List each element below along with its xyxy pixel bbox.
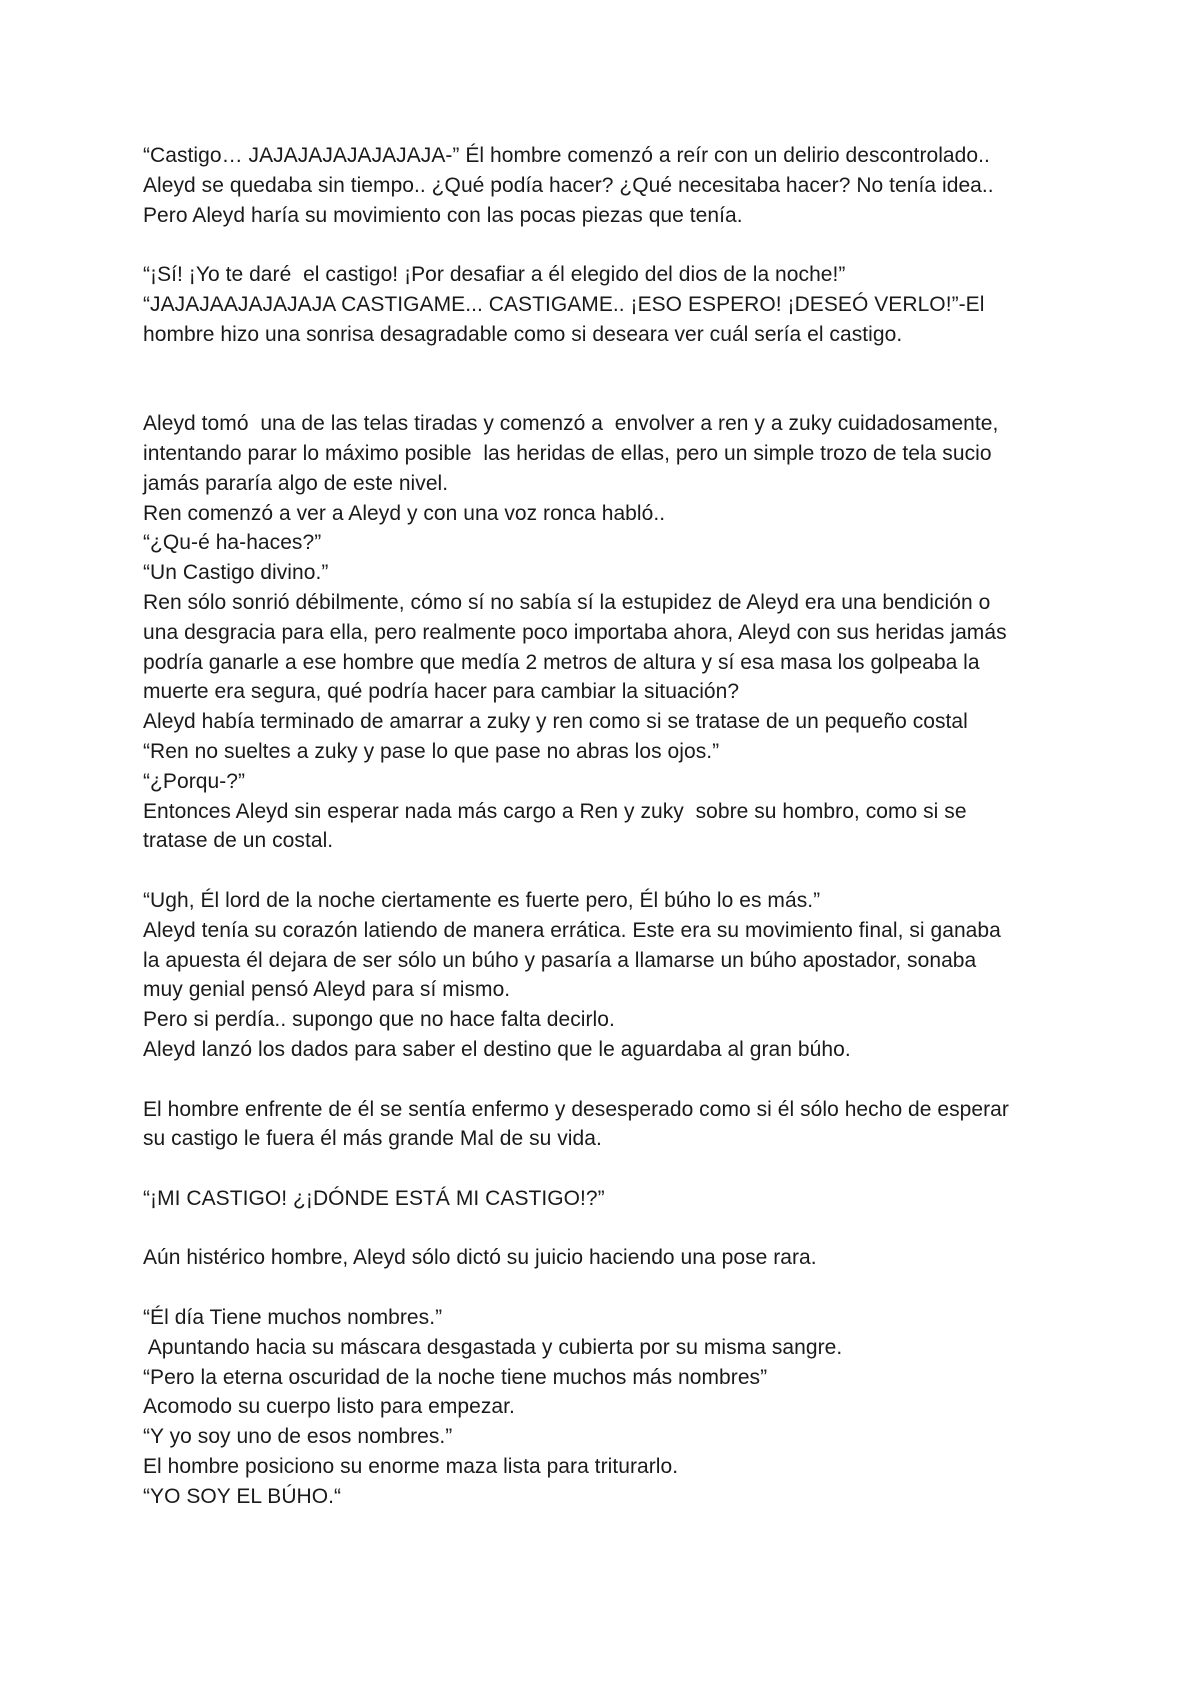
text-line: El hombre enfrente de él se sentía enfermo y desesperado como si él sólo hecho de esperar	[143, 1097, 1009, 1121]
text-line: Aleyd había terminado de amarrar a zuky y ren como si se tratase de un pequeño costal	[143, 710, 968, 734]
text-line: hombre hizo una sonrisa desagradable como si deseara ver cuál sería el castigo.	[143, 322, 903, 346]
text-line: Aún histérico hombre, Aleyd sólo dictó su juicio haciendo una pose rara.	[143, 1246, 817, 1270]
text-line: su castigo le fuera él más grande Mal de su vida.	[143, 1127, 602, 1151]
text-line: Pero Aleyd haría su movimiento con las pocas piezas que tenía.	[143, 203, 743, 227]
document-body	[143, 141, 1073, 1512]
text-line	[143, 1273, 1073, 1303]
text-line: “JAJAJAAJAJAJAJA CASTIGAME... CASTIGAME.. ¡ESO ESPERO! ¡DESEÓ VERLO!”-El	[143, 292, 985, 316]
text-line: “¿Qu-é ha-haces?”	[143, 531, 322, 555]
text-line: tratase de un costal.	[143, 829, 334, 853]
text-line: “Un Castigo divino.”	[143, 561, 329, 585]
text-line: Ren comenzó a ver a Aleyd y con una voz ronca habló..	[143, 501, 666, 525]
text-line: una desgracia para ella, pero realmente poco importaba ahora, Aleyd con sus heridas jamás	[143, 620, 1007, 644]
text-line: Acomodo su cuerpo listo para empezar.	[143, 1395, 515, 1419]
text-line: “¡MI CASTIGO! ¿¡DÓNDE ESTÁ MI CASTIGO!?”	[143, 1186, 605, 1210]
text-line: intentando parar lo máximo posible las heridas de ellas, pero un simple trozo de tela sucio	[143, 441, 992, 465]
text-line: “Castigo… JAJAJAJAJAJAJAJA-” Él hombre comenzó a reír con un delirio descontrolado..	[143, 144, 990, 167]
text-line: “¿Porqu-?”	[143, 769, 246, 793]
text-line: “Pero la eterna oscuridad de la noche tiene muchos más nombres”	[143, 1365, 768, 1389]
text-line: “¡Sí! ¡Yo te daré el castigo! ¡Por desafiar a él elegido del dios de la noche!”	[143, 263, 846, 287]
text-line	[143, 856, 1073, 886]
text-line: “Ugh, Él lord de la noche ciertamente es fuerte pero, Él búho lo es más.”	[143, 888, 821, 912]
text-line: muy genial pensó Aleyd para sí mismo.	[143, 978, 511, 1002]
text-line: Aleyd tenía su corazón latiendo de manera errática. Este era su movimiento final, si ganaba	[143, 918, 1001, 942]
text-line: jamás pararía algo de este nivel.	[143, 471, 449, 495]
text-line: “YO SOY EL BÚHO.“	[143, 1484, 342, 1508]
text-line: Ren sólo sonrió débilmente, cómo sí no sabía sí la estupidez de Aleyd era una bendición o	[143, 590, 991, 614]
text-line	[143, 1214, 1073, 1244]
text-line: Entonces Aleyd sin esperar nada más cargo a Ren y zuky sobre su hombro, como si se	[143, 799, 967, 823]
text-line: podría ganarle a ese hombre que medía 2 metros de altura y sí esa masa los golpeaba la	[143, 650, 980, 674]
text-line: “Ren no sueltes a zuky y pase lo que pase no abras los ojos.”	[143, 739, 720, 763]
text-line: Aleyd lanzó los dados para saber el destino que le aguardaba al gran búho.	[143, 1037, 851, 1061]
text-line	[143, 1065, 1073, 1095]
text-line	[143, 230, 1073, 260]
text-line: Pero si perdía.. supongo que no hace falta decirlo.	[143, 1008, 615, 1032]
text-line: “Y yo soy uno de esos nombres.”	[143, 1425, 453, 1449]
text-line: Aleyd tomó una de las telas tiradas y comenzó a envolver a ren y a zuky cuidadosamente,	[143, 412, 999, 436]
text-line: Apuntando hacia su máscara desgastada y cubierta por su misma sangre.	[143, 1335, 843, 1359]
text-line: El hombre posiciono su enorme maza lista para triturarlo.	[143, 1455, 679, 1479]
text-line: la apuesta él dejara de ser sólo un búho y pasaría a llamarse un búho apostador, sonaba	[143, 948, 977, 972]
text-line: Aleyd se quedaba sin tiempo.. ¿Qué podía hacer? ¿Qué necesitaba hacer? No tenía idea..	[143, 173, 994, 197]
text-line	[143, 350, 1073, 380]
text-line: “Él día Tiene muchos nombres.”	[143, 1306, 443, 1330]
text-line	[143, 1154, 1073, 1184]
text-line: muerte era segura, qué podría hacer para cambiar la situación?	[143, 680, 740, 704]
text-line	[143, 379, 1073, 409]
